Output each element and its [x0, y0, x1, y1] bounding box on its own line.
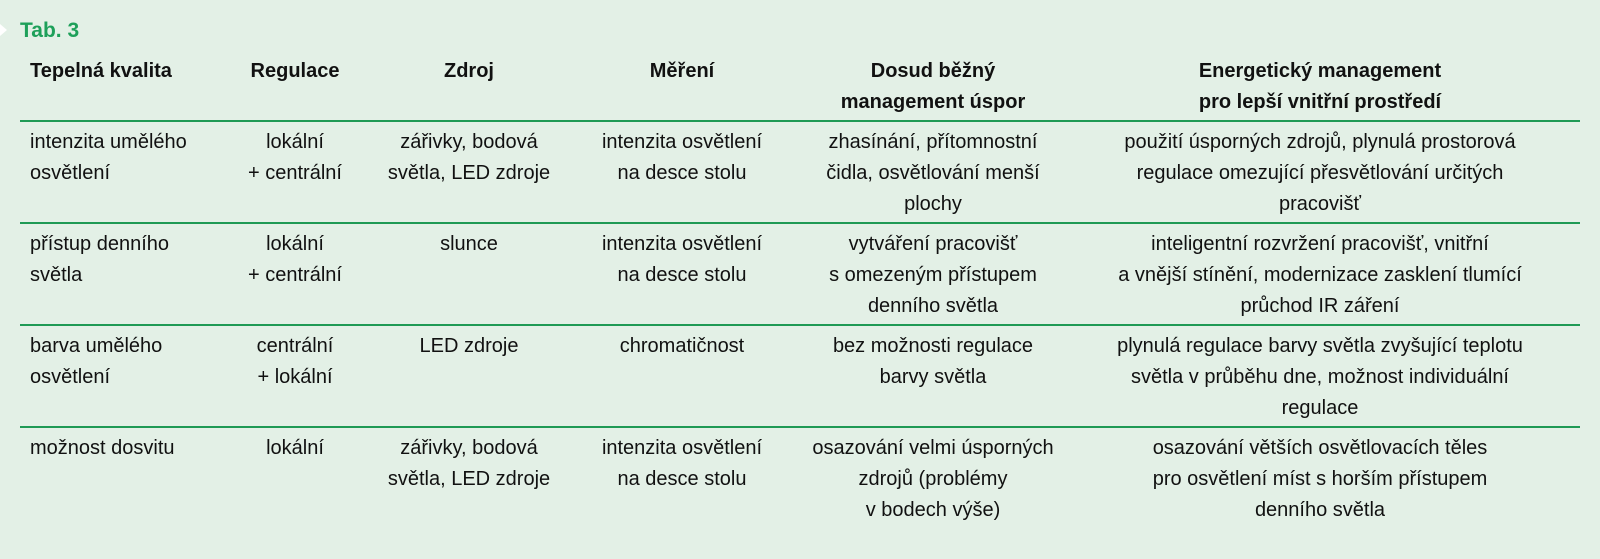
table-cell: lokální + centrální [248, 233, 342, 286]
page-marker [0, 24, 7, 36]
header-row [20, 56, 1580, 121]
col-header-energy-management: Energetický management pro lepší vnitřní prostředí [1198, 60, 1442, 113]
col-header-current-management: Dosud běžný management úspor [840, 60, 1026, 113]
table-cell: použití úsporných zdrojů, plynulá prostorová regulace omezující přesvětlování určitých pracovišť [1124, 131, 1516, 215]
table-cell: LED zdroje [419, 335, 519, 357]
table-cell: chromatičnost [619, 335, 745, 357]
table-label: Tab. 3 [20, 19, 80, 42]
data-table [20, 56, 1580, 528]
table-cell: zářivky, bodová světla, LED zdroje [387, 437, 551, 490]
table-cell: centrální + lokální [256, 335, 334, 388]
table-cell: inteligentní rozvržení pracovišť, vnitřní a vnější stínění, modernizace zasklení tlumící průchod IR záření [1118, 233, 1522, 317]
col-header-source: Zdroj [444, 60, 494, 82]
table-cell: bez možnosti regulace barvy světla [832, 335, 1034, 388]
table-cell: intenzita umělého osvětlení [30, 131, 187, 184]
col-header-regulation: Regulace [250, 60, 340, 82]
table-cell: lokální + centrální [248, 131, 342, 184]
table-cell: intenzita osvětlení na desce stolu [601, 437, 763, 490]
table-cell: slunce [440, 233, 498, 255]
col-header-measurement: Měření [649, 60, 715, 82]
table-cell: barva umělého osvětlení [30, 335, 163, 388]
table-cell: vytváření pracovišť s omezeným přístupem denního světla [829, 233, 1037, 317]
table-cell: lokální [266, 437, 324, 459]
table-cell: osazování větších osvětlovacích těles pro osvětlení míst s horším přístupem denního světla [1152, 437, 1488, 521]
table-cell: možnost dosvitu [30, 437, 175, 459]
table-cell: intenzita osvětlení na desce stolu [601, 233, 763, 286]
table-row [20, 121, 1580, 223]
table-cell: přístup denního světla [30, 233, 169, 286]
table-cell: zářivky, bodová světla, LED zdroje [387, 131, 551, 184]
table-row [20, 223, 1580, 325]
table-cell: intenzita osvětlení na desce stolu [601, 131, 763, 184]
table-cell: zhasínání, přítomnostní čidla, osvětlování menší plochy [826, 131, 1040, 215]
table-row [20, 427, 1580, 528]
table-cell: osazování velmi úsporných zdrojů (problémy v bodech výše) [812, 437, 1054, 521]
table-cell: plynulá regulace barvy světla zvyšující teplotu světla v průběhu dne, možnost individuální regulace [1117, 335, 1523, 419]
table-row [20, 325, 1580, 427]
col-header-thermal-quality: Tepelná kvalita [30, 60, 172, 82]
